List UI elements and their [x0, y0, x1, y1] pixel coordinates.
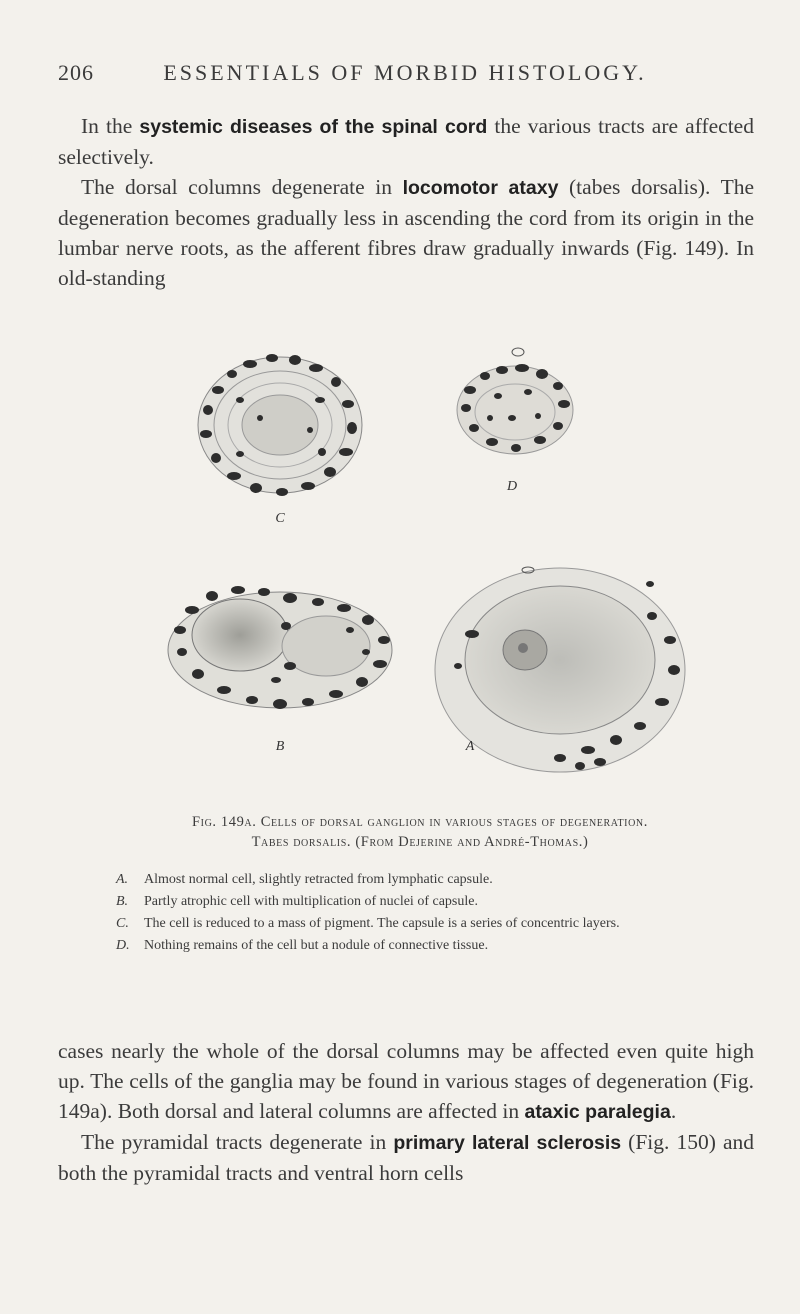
term-systemic-diseases: systemic diseases of the spinal cord: [139, 116, 488, 138]
term-locomotor-ataxy: locomotor ataxy: [402, 177, 559, 199]
paragraph-systemic-diseases: [58, 111, 754, 293]
caption-title: Fig. 149a. Cells of dorsal ganglion in various stages of degeneration.: [192, 814, 648, 830]
panel-a-cell: [435, 567, 685, 772]
panel-label-d: D: [506, 479, 518, 494]
legend-text: Almost normal cell, slightly retracted from lymphatic capsule.: [144, 872, 493, 887]
legend-text: The cell is reduced to a mass of pigment. The capsule is a series of concentric layers.: [144, 916, 620, 931]
panel-label-b: B: [275, 739, 285, 754]
legend-key: D.: [116, 938, 130, 953]
legend-key: A.: [116, 872, 129, 887]
term-ataxic-paralegia: ataxic paralegia: [524, 1101, 671, 1123]
legend-item-a: [116, 870, 736, 889]
sentence-dorsal-columns: cases nearly the whole of the dorsal columns may be affected even quite high up. The cells of the ganglia may be found in various stages of degeneration (Fig. 149a). Both dorsal and lateral columns are affected in ataxic paralegia.: [58, 1039, 754, 1123]
panel-d-nodule: [457, 348, 573, 494]
panel-label-a: A: [465, 739, 475, 754]
figure-legend: [116, 870, 736, 958]
figure-149a: [140, 330, 700, 800]
panel-c-cell: [198, 354, 362, 526]
page-header: [58, 60, 752, 94]
sentence-locomotor-ataxy: The dorsal columns degenerate in locomotor ataxy (tabes dorsalis). The degeneration becomes gradually less in ascending the cord from its origin in the lumbar nerve roots, as the afferent fibres draw gradually inwards (Fig. 149). In old-standing: [58, 175, 754, 290]
term-primary-lateral-sclerosis: primary lateral sclerosis: [393, 1132, 622, 1154]
sentence-systemic: In the systemic diseases of the spinal cord the various tracts are affected selectively.: [58, 114, 754, 169]
sentence-pyramidal-tracts: The pyramidal tracts degenerate in primary lateral sclerosis (Fig. 150) and both the pyramidal tracts and ventral horn cells: [58, 1130, 754, 1185]
legend-key: C.: [116, 916, 129, 931]
running-title: ESSENTIALS OF MORBID HISTOLOGY.: [163, 60, 647, 85]
legend-item-c: [116, 914, 736, 933]
caption-subtitle: Tabes dorsalis. (From Dejerine and André-Thomas.): [251, 834, 589, 850]
panel-b-cell: [168, 586, 392, 754]
legend-key: B.: [116, 894, 129, 909]
figure-caption: [90, 812, 750, 852]
legend-text: Partly atrophic cell with multiplication of nuclei of capsule.: [144, 894, 478, 909]
legend-item-b: [116, 892, 736, 911]
legend-text: Nothing remains of the cell but a nodule of connective tissue.: [144, 938, 489, 953]
panel-label-c: C: [275, 511, 285, 526]
ganglion-cells-illustration: [140, 330, 700, 800]
legend-item-d: [116, 936, 736, 955]
page-number: 206: [58, 60, 94, 85]
paragraph-old-standing-cases: [58, 1036, 754, 1188]
